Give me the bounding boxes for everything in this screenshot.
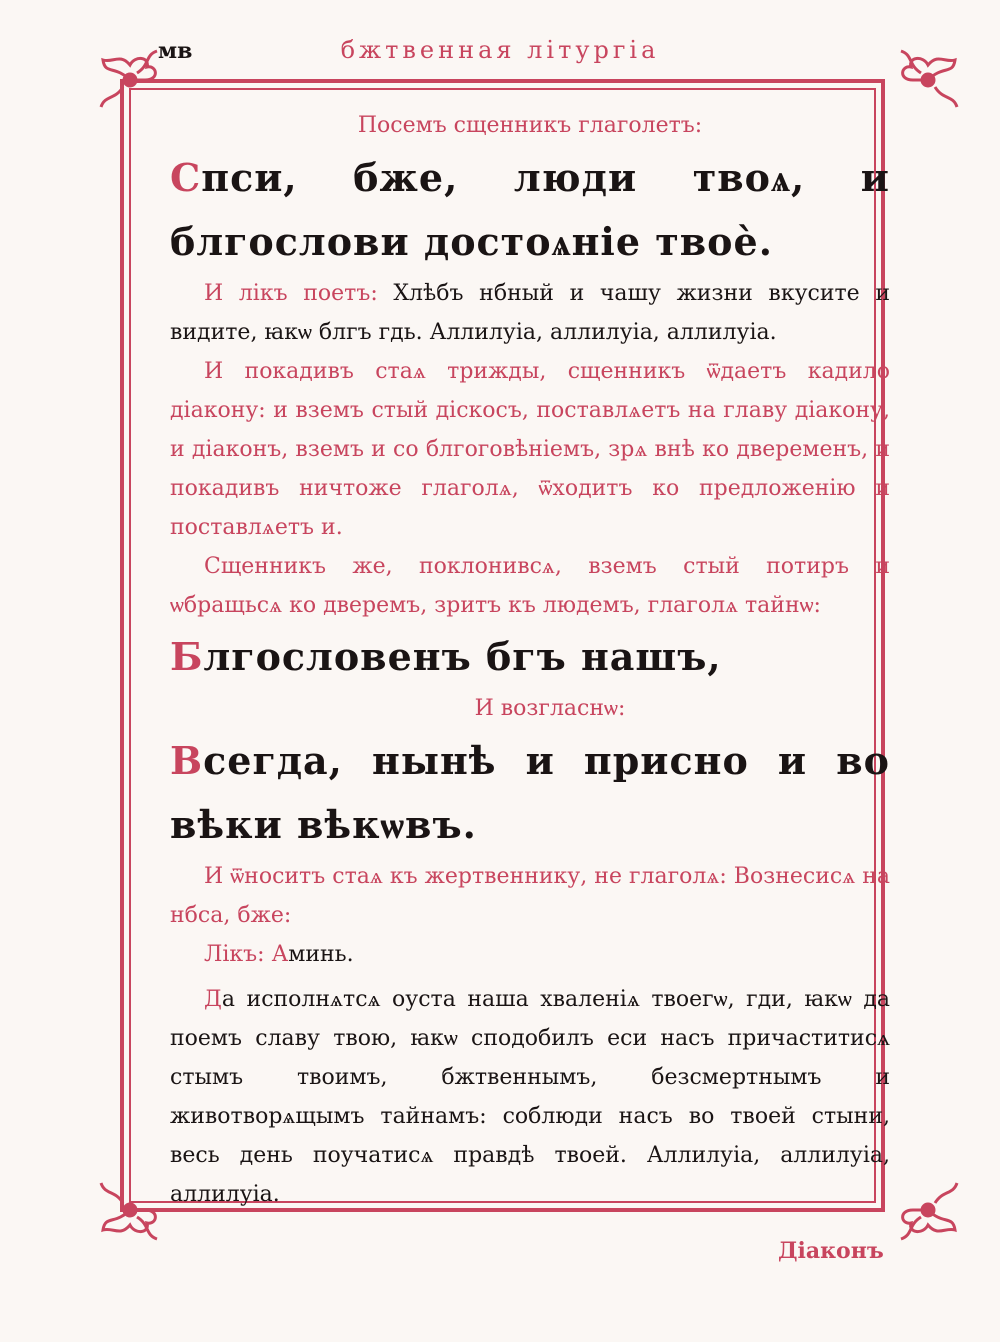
prayer-text: а исполнѧтсѧ оуста наша хваленіѧ твоегѡ, гди, ꙗкѡ да поемъ славу твою, ꙗкѡ сподобилъ еси насъ причаститисѧ стымъ твоимъ, бжтвеннымъ, безсмертнымъ и животворѧщымъ тайнамъ: соблюди насъ во твоей стыни, весь день поучатисѧ правдѣ твоей. (170, 987, 890, 1168)
floral-corner-ornament-icon (95, 45, 165, 115)
rubric-carries-to-prothesis: И ѿноситъ стаѧ къ жертвеннику, не глаголѧ: Вознесисѧ на нбса, бже: (170, 864, 890, 928)
amen-text: минь. (288, 942, 354, 967)
page-body (170, 106, 890, 1214)
choir-lead: И лікъ поетъ: (204, 281, 378, 306)
proclamation-text: сегда, нынѣ и присно и во вѣки вѣкѡвъ. (170, 738, 890, 847)
proclamation-blessed-is-god (170, 625, 890, 689)
floral-corner-ornament-icon (893, 45, 963, 115)
amen-initial: А (271, 942, 289, 967)
prayer-alleluia: Аллилуіа, аллилуіа, аллилуіа. (170, 1143, 890, 1207)
rubric-priest-chalice: Сщенникъ же, поклонивсѧ, вземъ стый потиръ и ѡбращьсѧ ко дверемъ, зритъ къ людемъ, глаголѧ тайнѡ: (170, 554, 890, 618)
rubric-aloud: И возгласнѡ: (474, 696, 626, 721)
proclamation-save-o-god (170, 146, 890, 274)
drop-initial: С (170, 155, 202, 200)
proclamation-text: пси, бже, люди твоѧ, и блгослови достоѧніе твоѐ. (170, 155, 890, 264)
choir-communion-hymn (170, 274, 890, 352)
proclamation-always-now (170, 729, 890, 857)
drop-initial: Б (170, 634, 204, 679)
choir-alleluia: Аллилуіа, аллилуіа, аллилуіа. (429, 320, 777, 345)
proclamation-text: лгословенъ бгъ нашъ, (203, 634, 722, 679)
choir-lead: Лікъ: (204, 942, 265, 967)
choir-amen (170, 935, 890, 974)
prayer-initial: Д (204, 987, 222, 1012)
rubric-priest-says: Посемъ сщенникъ глаголетъ: (357, 113, 703, 138)
catchword: Діаконъ (778, 1238, 884, 1264)
page-number: мв (158, 38, 193, 64)
running-title: бжтвенная літургіа (340, 36, 660, 64)
prayer-let-our-mouths (170, 980, 890, 1214)
rubric-censing: И покадивъ стаѧ трижды, сщенникъ ѿдаетъ кадило діакону: и вземъ стый діскосъ, поставлѧетъ на главу діакону, и діаконъ, вземъ и со блгоговѣніемъ, зрѧ внѣ ко двеременъ, и покадивъ ничтоже глаголѧ, ѿходитъ ко предложенію и поставлѧетъ и. (170, 359, 890, 540)
drop-initial: В (170, 738, 204, 783)
choir-text: Хлѣбъ нбный и чашу жизни вкусите и видите, ꙗкѡ блгъ гдь. (170, 281, 890, 345)
floral-corner-ornament-icon (893, 1175, 963, 1245)
floral-corner-ornament-icon (95, 1175, 165, 1245)
